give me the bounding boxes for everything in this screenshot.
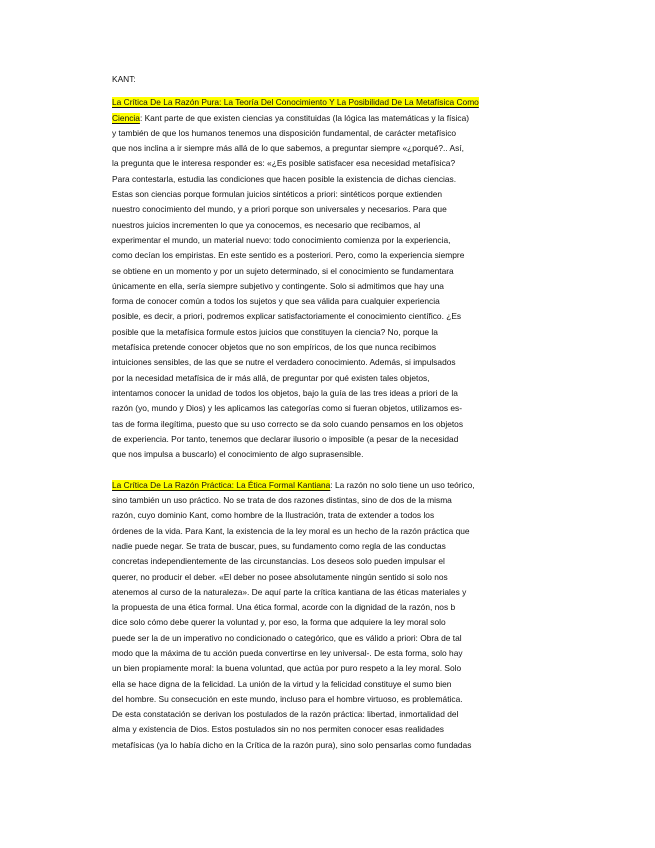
paragraph-line: De esta constatación se derivan los postulados de la razón práctica: libertad, inmortalidad del [112,709,459,720]
paragraph-line: como decían los empiristas. En este sentido es a posteriori. Pero, como la experiencia siempre [112,250,465,261]
paragraph-line: experimentar el mundo, un material nuevo: todo conocimiento comienza por la experiencia, [112,234,451,245]
section-title-line [112,95,544,110]
paragraph-line: por la necesidad metafísica de ir más allá, de preguntar por qué existen tales objetos, [112,372,430,383]
paragraph-line: la pregunta que le interesa responder es: «¿Es posible satisfacer esa necesidad metafísica? [112,158,456,169]
section-title: La Crítica De La Razón Pura: La Teoría Del Conocimiento Y La Posibilidad De La Metafísica Como [112,97,479,108]
section-title: La Crítica De La Razón Práctica: La Ética Formal Kantiana [112,479,331,490]
paragraph-line: intentamos conocer la unidad de todos los objetos, bajo la guía de las tres ideas a priori de la [112,387,458,398]
paragraph-line: metafísicas (ya lo había dicho en la Crítica de la razón pura), sino solo pensarlas como fundadas [112,739,472,750]
paragraph-line: que nos impulsa a buscarlo) el conocimiento de algo suprasensible. [112,449,364,460]
paragraph-line: del hombre. Su consecución en este mundo, incluso para el hombre virtuoso, es problemática. [112,693,463,704]
paragraph-line: intuiciones sensibles, de las que se nutre el verdadero conocimiento. Además, si impulsados [112,357,456,368]
paragraph-text: : Kant parte de que existen ciencias ya constituidas (la lógica las matemáticas y la física) [139,112,470,123]
paragraph-text: : La razón no solo tiene un uso teórico, [330,479,475,490]
paragraph-line: nadie puede negar. Se trata de buscar, pues, su fundamento como regla de las conductas [112,540,446,551]
paragraph-line: querer, no producir el deber. «El deber no posee absolutamente ningún sentido si solo nos [112,571,448,582]
paragraph-line: órdenes de la vida. Para Kant, la existencia de la ley moral es un hecho de la razón práctica que [112,525,470,536]
paragraph-line: nuestros juicios incrementen lo que ya conocemos, es necesario que recibamos, al [112,219,421,230]
paragraph-line: de experiencia. Por tanto, tenemos que declarar ilusorio o imposible (a pesar de la necesidad [112,433,459,444]
paragraph-line: que nos inclina a ir siempre más allá de lo que sabemos, a preguntar siempre «¿porqué?.. Así, [112,143,464,154]
document-heading: KANT: [112,74,136,84]
paragraph-line: y también de que los humanos tenemos una disposición fundamental, de carácter metafísico [112,127,457,138]
document-page [112,72,544,753]
paragraph-line: atenemos al curso de la naturaleza». De aquí parte la crítica kantiana de las éticas materiales y [112,586,467,597]
paragraph-line: Estas son ciencias porque formulan juicios sintéticos a priori: sintéticos porque extienden [112,189,443,200]
section-title: Ciencia [112,112,140,123]
paragraph-line: Para contestarla, estudia las condiciones que hacen posible la existencia de dichas ciencias. [112,173,457,184]
paragraph-line: tas de forma ilegítima, puesto que su uso correcto se da solo cuando pensamos en los objetos [112,418,464,429]
paragraph-line: nuestro conocimiento del mundo, y a priori porque son universales y necesarios. Para que [112,204,447,215]
section-critica-razon-pura [112,95,544,462]
paragraph-line: razón (yo, mundo y Dios) y les aplicamos las categorías como si fueran objetos, utilizamos es- [112,403,463,414]
paragraph-line: posible, es decir, a priori, podremos explicar satisfactoriamente el conocimiento científico. ¿Es [112,311,462,322]
paragraph-line: sino también un uso práctico. No se trata de dos razones distintas, sino de dos de la misma [112,495,452,506]
paragraph-line: la propuesta de una ética formal. Una ética formal, acorde con la dignidad de la razón, nos b [112,602,456,613]
paragraph-line [112,478,544,493]
paragraph-line: metafísica pretende conocer objetos que no son empíricos, de los que nunca recibimos [112,342,437,353]
paragraph-line: puede ser la de un imperativo no condicionado o categórico, que es válido a priori: Obra de tal [112,632,462,643]
paragraph-line: posible que la metafísica formule estos juicios que constituyen la ciencia? No, porque la [112,326,438,337]
section-critica-razon-practica [112,478,544,753]
paragraph-line: concretas independientemente de las circunstancias. Los deseos solo pueden impulsar el [112,556,445,567]
paragraph-line: se obtiene en un momento y por un sujeto determinado, si el conocimiento se fundamentara [112,265,454,276]
paragraph-line [112,111,544,126]
paragraph-line: modo que la máxima de tu acción pueda convertirse en ley universal-. De esta forma, solo hay [112,647,463,658]
paragraph-line: razón, cuyo dominio Kant, como hombre de la Ilustración, trata de extender a todos los [112,510,435,521]
paragraph-line: ella se hace digna de la felicidad. La unión de la virtud y la felicidad constituye el sumo bien [112,678,452,689]
paragraph-line: un bien propiamente moral: la buena voluntad, que actúa por puro respeto a la ley moral. Solo [112,663,462,674]
paragraph-line: únicamente en ella, sería siempre subjetivo y contingente. Solo si admitimos que hay una [112,280,444,291]
paragraph-line: forma de conocer común a todos los sujetos y que sea válida para cualquier experiencia [112,296,440,307]
paragraph-line: alma y existencia de Dios. Estos postulados sin no nos permiten conocer esas realidades [112,724,444,735]
paragraph-line: dice solo cómo debe querer la voluntad y, por eso, la forma que adquiere la ley moral solo [112,617,446,628]
